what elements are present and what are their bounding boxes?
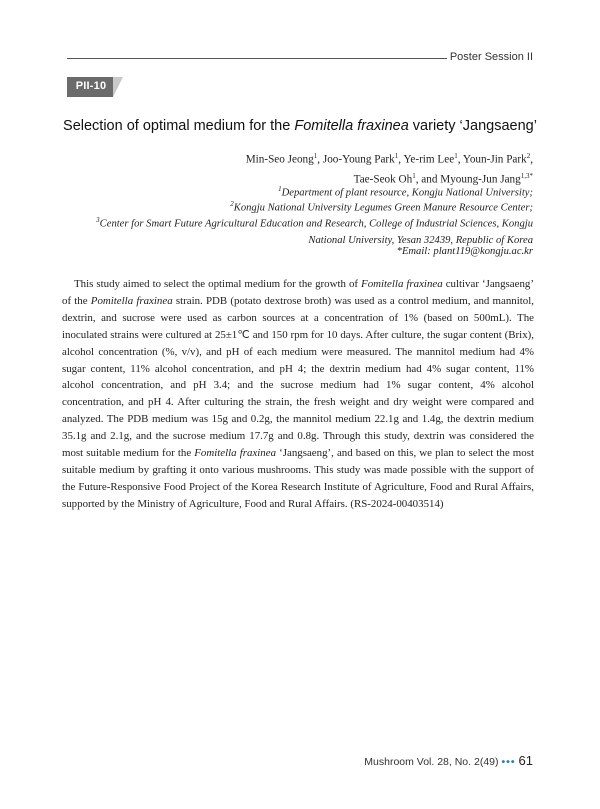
affil-text: Kongju National University Legumes Green Manure Resource Center; [233,202,533,214]
abstract-text: cultivar ‘Jangsaeng’ of the [62,278,534,307]
session-badge [67,77,123,97]
page-footer [364,753,533,768]
badge-label: PII-10 [75,80,107,92]
author: Youn-Jin Park [462,153,527,166]
author-affil-mark: 1,3* [520,171,533,180]
author: Ye-rim Lee [403,153,455,166]
title-species: Fomitella fraxinea [294,118,409,134]
author-affil-mark: 1 [394,152,399,160]
author-affil-mark: 1 [454,152,458,160]
species-name: Fomitella fraxinea [194,447,277,460]
species-name: Pomitella fraxinea [90,294,173,307]
author-affil-mark: 1 [412,171,416,180]
author-affil-mark: 1 [313,152,318,160]
abstract-text: This study aimed to select the optimal medium for the growth of [74,278,362,290]
author-list: Min-Seo Jeong$^1$, Joo-Young Park$^1$, Ye-rim Lee$^1$, Youn-Jin Park$^2$, Tae-Seok Oh$^1$, and Myoung-Jun Jang$^{1,3*}$ [245,152,533,186]
header-rule [67,58,447,59]
abstract-text: ‘Jangsaeng’, and based on this, we plan to select the most suitable medium by grafting it onto various mushrooms. This study was made possible with the support of the Future-Responsive Food Project of the Korea Research Institute of Agriculture, Food and Rural Affairs, supported by the Ministry of Agriculture, Food and Rural Affairs. (RS-2024-00403514) [62,447,534,510]
author-affil-mark: 2 [526,152,531,160]
affil-number: 1 [278,185,282,193]
author: Myoung-Jun Jang [440,173,521,186]
abstract-text: strain. PDB (potato dextrose broth) was used as a control medium, and mannitol, dextrin, and sucrose were used as carbon sources at a concentration of 1% (based on 500mL). The inoculated strains were cultured at 25±1℃ and 150 rpm for 10 days. After culture, the sugar content (Brix), alcohol concentration (%, v/v), and pH of each medium were measured. The mannitol medium had 4% sugar content, 11% alcohol concentration, and pH 4; the dextrin medium had 4% sugar content, 11% alcohol concentration, and pH 3.4; and the sucrose medium had 1% sugar content, 4% alcohol concentration, and pH 4. After culturing the strain, the fresh weight and dry weight were compared and analyzed. The PDB medium was 15g and 0.2g, the mannitol medium 22.1g and 1.4g, the dextrin medium 35.1g and 2.1g, and the sucrose medium 17.7g and 0.8g. Through this study, dextrin was considered the most suitable medium for the [62,294,534,460]
author-and: and [421,173,438,186]
paper-title [0,118,600,134]
session-label: Poster Session II [449,51,533,63]
corresponding-email: *Email: plant119@kongju.ac.kr [396,246,533,257]
author: Min-Seo Jeong [245,153,314,166]
author: Joo-Young Park [322,153,395,166]
title-prefix: Selection of optimal medium for the [63,118,295,134]
footer-dots-icon: ••• [501,756,516,768]
title-suffix: variety ‘Jangsaeng’ [408,118,537,134]
journal-citation: Mushroom Vol. 28, No. 2(49) [364,756,499,768]
affil-number: 2 [230,200,234,208]
affil-text: Department of plant resource, Kongju National University; [281,187,533,199]
page-number: 61 [518,753,533,768]
species-name: Fomitella fraxinea [361,278,443,290]
affil-text: Center for Smart Future Agricultural Education and Research, College of Industrial Sciences, Kongju National University, Yesan 32439, Republic of Korea [99,218,533,246]
abstract-body [62,276,534,513]
affil-number: 3 [96,216,100,224]
author: Tae-Seok Oh [353,173,413,186]
